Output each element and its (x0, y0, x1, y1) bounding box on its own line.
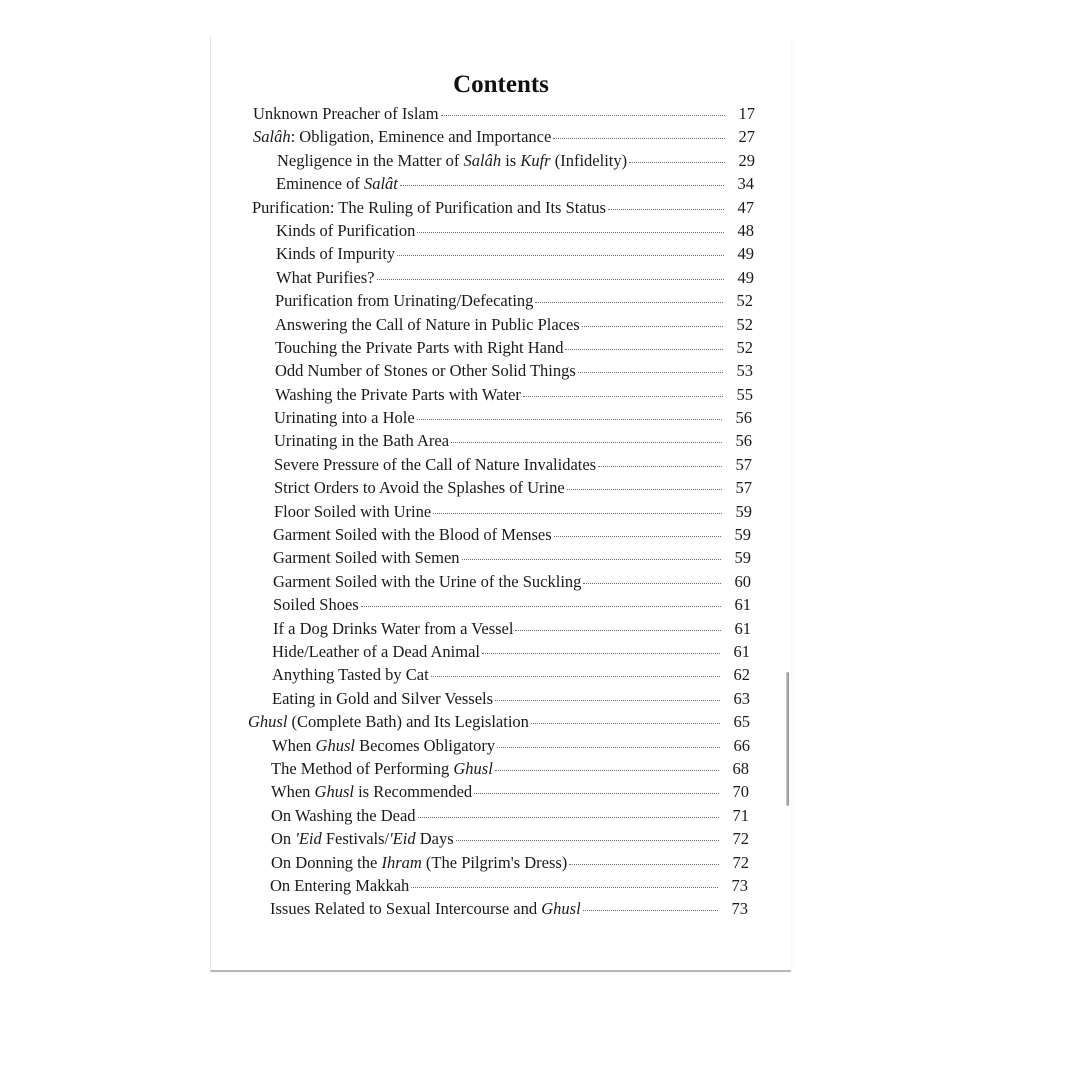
toc-entry-page-number: 71 (732, 805, 749, 825)
toc-entry-title (273, 548, 460, 568)
toc-entry (211, 712, 791, 735)
dot-leader (567, 489, 722, 490)
toc-entry-page-number: 59 (735, 501, 752, 521)
toc-entry-title-part: Ihram (381, 852, 422, 872)
toc-entry-title (272, 736, 495, 756)
toc-entry-page-number: 60 (734, 571, 751, 591)
dot-leader (569, 864, 719, 865)
dot-leader (418, 817, 719, 818)
toc-entry (211, 806, 791, 829)
toc-entry-title-part: On Washing the Dead (271, 805, 416, 825)
toc-entry-title-part: 'Eid (295, 829, 322, 849)
toc-entry (211, 548, 791, 571)
dot-leader (523, 396, 723, 397)
toc-entry-page-number: 49 (737, 244, 754, 264)
toc-entry-title-part: When (272, 735, 316, 755)
dot-leader (582, 326, 723, 327)
toc-entry-title-part: Urinating in the Bath Area (274, 431, 450, 451)
toc-entry-title-part: Purification: The Ruling of Purification and Its Status (252, 197, 606, 217)
toc-entry-title-part: Answering the Call of Nature in Public Places (275, 314, 580, 334)
toc-entry-title (274, 502, 431, 522)
toc-entry-page-number: 52 (736, 291, 753, 311)
dot-leader (451, 442, 722, 443)
dot-leader (441, 115, 725, 116)
dot-leader (497, 747, 720, 748)
toc-entry-title-part: (Complete Bath) and Its Legislation (287, 712, 529, 732)
toc-entry-title (272, 642, 480, 662)
toc-entry-title (271, 829, 454, 849)
toc-entry (211, 315, 791, 338)
toc-entry-title-part: Ghusl (453, 758, 493, 778)
toc-entry-title-part: Washing the Private Parts with Water (275, 384, 521, 404)
toc-entry-title-part: Garment Soiled with Semen (273, 548, 460, 568)
dot-leader (474, 793, 719, 794)
toc-entry-title (276, 268, 375, 288)
dot-leader (554, 536, 721, 537)
table-of-contents (211, 104, 791, 923)
dot-leader (535, 302, 723, 303)
toc-entry (211, 431, 791, 454)
dot-leader (495, 770, 719, 771)
toc-entry-page-number: 53 (736, 361, 753, 381)
toc-entry-title-part: On (271, 829, 296, 849)
toc-entry-title-part: (The Pilgrim's Dress) (421, 852, 568, 872)
dot-leader (565, 349, 723, 350)
toc-entry-title (274, 408, 415, 428)
toc-entry (211, 174, 791, 197)
toc-entry-title (275, 361, 576, 381)
toc-entry-title-part: Issues Related to Sexual Intercourse and (270, 899, 542, 919)
dot-leader (417, 419, 722, 420)
toc-entry (211, 455, 791, 478)
toc-entry-title-part: Ghusl (314, 782, 354, 802)
toc-entry-title (275, 315, 580, 335)
toc-entry-title-part: Touching the Private Parts with Right Hand (275, 337, 564, 357)
toc-entry-page-number: 52 (736, 337, 753, 357)
toc-entry-title (273, 572, 581, 592)
toc-entry-title-part: Ghusl (315, 735, 355, 755)
toc-entry-page-number: 55 (736, 384, 753, 404)
toc-entry-page-number: 65 (733, 712, 750, 732)
toc-entry (211, 385, 791, 408)
toc-entry (211, 829, 791, 852)
dot-leader (400, 185, 724, 186)
toc-entry (211, 619, 791, 642)
toc-entry (211, 665, 791, 688)
toc-entry-title-part: Garment Soiled with the Urine of the Suckling (273, 571, 582, 591)
toc-entry-page-number: 29 (738, 150, 755, 170)
toc-entry (211, 338, 791, 361)
dot-leader (598, 466, 722, 467)
toc-entry-page-number: 17 (738, 104, 755, 123)
toc-entry-title-part: Odd Number of Stones or Other Solid Things (275, 361, 576, 381)
toc-entry-page-number: 72 (732, 852, 749, 872)
dot-leader (583, 910, 718, 911)
toc-entry-title-part: Purification from Urinating/Defecating (275, 291, 534, 311)
toc-entry (211, 268, 791, 291)
toc-entry-page-number: 56 (735, 431, 752, 451)
toc-entry-title-part: Unknown Preacher of Islam (253, 104, 439, 123)
toc-entry (211, 782, 791, 805)
toc-entry-title (270, 876, 409, 896)
toc-entry-title-part: Ghusl (541, 899, 581, 919)
page-title: Contents (453, 71, 549, 98)
toc-entry-page-number: 34 (737, 174, 754, 194)
toc-entry-title (270, 899, 581, 919)
dot-leader (377, 279, 724, 280)
toc-entry-title (275, 291, 533, 311)
toc-entry-title-part: Eating in Gold and Silver Vessels (272, 688, 494, 708)
toc-entry-title-part: Eminence of (276, 174, 364, 194)
toc-entry (211, 736, 791, 759)
toc-entry-title-part: The Method of Performing (271, 758, 454, 778)
toc-entry (211, 899, 791, 922)
toc-entry-title-part: Festivals/ (321, 829, 390, 849)
dot-leader (462, 559, 721, 560)
toc-entry-title-part: Kinds of Purification (276, 220, 416, 240)
dot-leader (433, 513, 722, 514)
toc-entry (211, 127, 791, 150)
toc-entry-title (276, 244, 395, 264)
toc-entry-title-part: 'Eid (389, 829, 416, 849)
toc-entry-page-number: 57 (735, 454, 752, 474)
toc-entry-page-number: 73 (731, 899, 748, 919)
dot-leader (411, 887, 718, 888)
dot-leader (397, 255, 724, 256)
toc-entry-title-part: When (271, 782, 315, 802)
toc-entry-page-number: 59 (734, 525, 751, 545)
toc-entry (211, 689, 791, 712)
dot-leader (495, 700, 720, 701)
toc-entry-title-part: Salâh (463, 150, 502, 170)
toc-entry-title-part: Floor Soiled with Urine (274, 501, 432, 521)
dot-leader (361, 606, 721, 607)
toc-entry-page-number: 52 (736, 314, 753, 334)
toc-entry-title-part: is Recommended (353, 782, 473, 802)
toc-entry-title-part: Soiled Shoes (273, 595, 359, 615)
toc-entry-title-part: Anything Tasted by Cat (272, 665, 429, 685)
toc-entry (211, 759, 791, 782)
toc-entry-title-part: On Donning the (271, 852, 382, 872)
dot-leader (482, 653, 720, 654)
toc-entry-title (274, 431, 449, 451)
dot-leader (531, 723, 720, 724)
toc-entry-page-number: 61 (733, 641, 750, 661)
toc-entry (211, 221, 791, 244)
toc-entry (211, 502, 791, 525)
toc-entry-title-part: is (501, 150, 521, 170)
toc-entry-page-number: 59 (734, 548, 751, 568)
toc-entry (211, 572, 791, 595)
toc-entry-title-part: Kinds of Impurity (276, 244, 396, 264)
dot-leader (515, 630, 721, 631)
toc-entry-page-number: 56 (735, 408, 752, 428)
toc-entry-page-number: 57 (735, 478, 752, 498)
toc-entry-title-part: Urinating into a Hole (274, 408, 415, 428)
dot-leader (608, 209, 724, 210)
toc-entry-title-part: Negligence in the Matter of (277, 150, 464, 170)
toc-entry-title (277, 151, 627, 171)
dot-leader (456, 840, 719, 841)
dot-leader (553, 138, 725, 139)
dot-leader (578, 372, 723, 373)
toc-entry-title (274, 455, 596, 475)
toc-entry-page-number: 27 (738, 127, 755, 147)
toc-entry-title (276, 174, 398, 194)
dot-leader (583, 583, 721, 584)
toc-entry-title (271, 759, 493, 779)
toc-entry-title-part: On Entering Makkah (270, 875, 410, 895)
toc-entry-title (274, 478, 565, 498)
dot-leader (431, 676, 720, 677)
toc-entry-title (272, 689, 493, 709)
toc-entry-page-number: 72 (732, 829, 749, 849)
toc-entry-title (273, 525, 552, 545)
toc-entry (211, 853, 791, 876)
toc-entry-title (271, 782, 472, 802)
toc-entry-title-part: Hide/Leather of a Dead Animal (272, 641, 480, 661)
toc-entry (211, 478, 791, 501)
toc-entry-page-number: 49 (737, 267, 754, 287)
toc-entry-title-part: Days (415, 829, 454, 849)
toc-entry-title-part: Salâh (253, 127, 291, 147)
page-edge-shadow (786, 672, 789, 806)
toc-entry (211, 151, 791, 174)
toc-entry-title-part: (Infidelity) (550, 150, 628, 170)
toc-entry-title (248, 712, 529, 732)
toc-entry (211, 361, 791, 384)
toc-entry-title (253, 127, 551, 147)
toc-entry (211, 642, 791, 665)
toc-entry-title (275, 385, 521, 405)
toc-entry-page-number: 70 (732, 782, 749, 802)
toc-entry (211, 198, 791, 221)
toc-entry-page-number: 63 (733, 688, 750, 708)
toc-entry-page-number: 73 (731, 875, 748, 895)
toc-entry-title-part: Salât (363, 174, 398, 194)
toc-entry-title (271, 853, 567, 873)
toc-entry-title-part: Strict Orders to Avoid the Splashes of Urine (274, 478, 565, 498)
toc-entry (211, 291, 791, 314)
toc-entry-page-number: 68 (732, 758, 749, 778)
toc-entry-title (273, 619, 513, 639)
toc-entry-title-part: Ghusl (248, 712, 288, 732)
toc-entry-page-number: 61 (734, 595, 751, 615)
toc-entry-title (273, 595, 359, 615)
toc-entry-title-part: : Obligation, Eminence and Importance (290, 127, 552, 147)
toc-entry (211, 595, 791, 618)
toc-entry-page-number: 47 (737, 197, 754, 217)
dot-leader (417, 232, 724, 233)
toc-entry-title (275, 338, 563, 358)
toc-entry-title-part: Becomes Obligatory (354, 735, 496, 755)
toc-entry-title (271, 806, 416, 826)
toc-entry-page-number: 66 (733, 735, 750, 755)
toc-entry (211, 876, 791, 899)
toc-entry-page-number: 61 (734, 618, 751, 638)
toc-entry-title (253, 104, 439, 124)
toc-entry-title-part: Severe Pressure of the Call of Nature Invalidates (274, 454, 597, 474)
toc-entry-page-number: 62 (733, 665, 750, 685)
toc-entry-title-part: Garment Soiled with the Blood of Menses (273, 525, 552, 545)
toc-entry-title-part: Kufr (520, 150, 551, 170)
toc-entry-title-part: What Purifies? (276, 267, 375, 287)
dot-leader (629, 162, 725, 163)
toc-entry-title (276, 221, 415, 241)
toc-entry-title (272, 665, 429, 685)
toc-entry (211, 104, 791, 127)
toc-entry-page-number: 48 (737, 220, 754, 240)
toc-entry (211, 408, 791, 431)
book-page (210, 36, 791, 972)
toc-entry-title (252, 198, 606, 218)
toc-entry-title-part: If a Dog Drinks Water from a Vessel (273, 618, 514, 638)
toc-entry (211, 244, 791, 267)
toc-entry (211, 525, 791, 548)
